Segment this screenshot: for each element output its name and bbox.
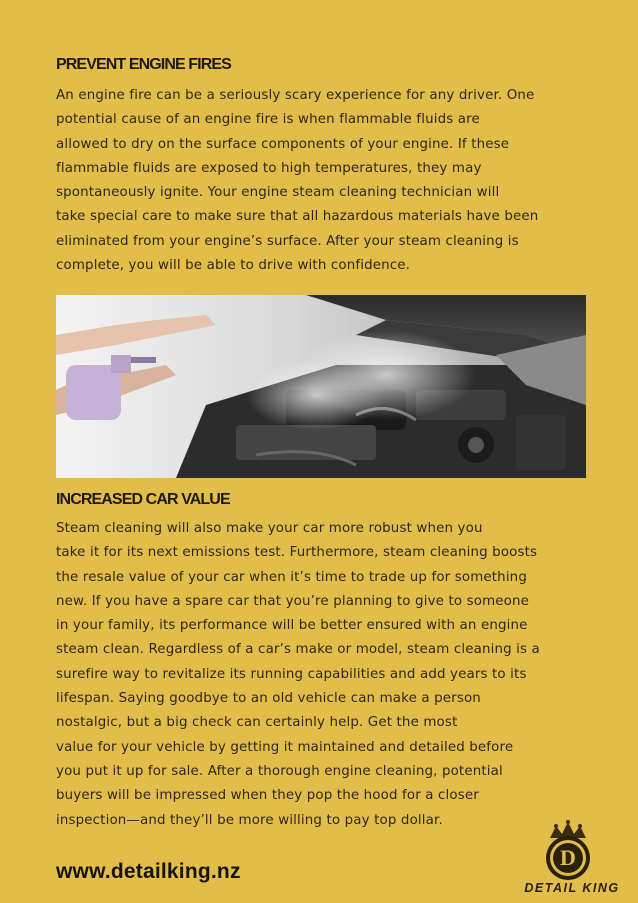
- heading-increased-car-value: INCREASED CAR VALUE: [56, 491, 230, 508]
- paragraph-line: in your family, its performance will be better ensured with an engine: [56, 618, 528, 634]
- paragraph-line: surefire way to revitalize its running capabilities and add years to its: [56, 666, 527, 682]
- paragraph-line: take it for its next emissions test. Furthermore, steam cleaning boosts: [56, 545, 538, 561]
- engine-steam-cleaning-photo: [56, 295, 586, 478]
- paragraph-line: flammable fluids are exposed to high temperatures, they may: [56, 160, 482, 176]
- paragraph-line: you put it up for sale. After a thorough engine cleaning, potential: [56, 763, 503, 779]
- paragraph-line: inspection—and they’ll be more willing to pay top dollar.: [56, 812, 443, 828]
- paragraph-line: eliminated from your engine’s surface. After your steam cleaning is: [56, 233, 519, 249]
- paragraph-line: An engine fire can be a seriously scary experience for any driver. One: [56, 88, 535, 103]
- logo-text: DETAIL KING: [524, 881, 620, 895]
- website-link[interactable]: www.detailking.nz: [56, 860, 241, 883]
- detail-king-logo: [512, 820, 632, 898]
- paragraph-line: Steam cleaning will also make your car more robust when you: [56, 521, 483, 536]
- logo-letter: D: [560, 845, 576, 870]
- paragraph-line: take special care to make sure that all hazardous materials have been: [56, 209, 539, 225]
- paragraph-line: allowed to dry on the surface components of your engine. If these: [56, 136, 510, 152]
- paragraph-line: spontaneously ignite. Your engine steam cleaning technician will: [56, 185, 500, 201]
- heading-prevent-engine-fires: PREVENT ENGINE FIRES: [56, 56, 231, 73]
- paragraph-prevent-engine-fires: [56, 84, 616, 278]
- paragraph-line: nostalgic, but a big check can certainly help. Get the most: [56, 715, 458, 731]
- paragraph-line: value for your vehicle by getting it maintained and detailed before: [56, 739, 514, 755]
- paragraph-line: potential cause of an engine fire is when flammable fluids are: [56, 112, 480, 128]
- crown-d-icon: [512, 820, 632, 884]
- paragraph-line: lifespan. Saying goodbye to an old vehicle can make a person: [56, 691, 481, 707]
- paragraph-line: steam clean. Regardless of a car’s make or model, steam cleaning is a: [56, 642, 540, 658]
- paragraph-line: new. If you have a spare car that you’re planning to give to someone: [56, 593, 530, 609]
- paragraph-line: complete, you will be able to drive with confidence.: [56, 258, 411, 274]
- paragraph-line: the resale value of your car when it’s time to trade up for something: [56, 569, 527, 585]
- paragraph-increased-car-value: [56, 517, 616, 833]
- paragraph-line: buyers will be impressed when they pop the hood for a closer: [56, 788, 479, 804]
